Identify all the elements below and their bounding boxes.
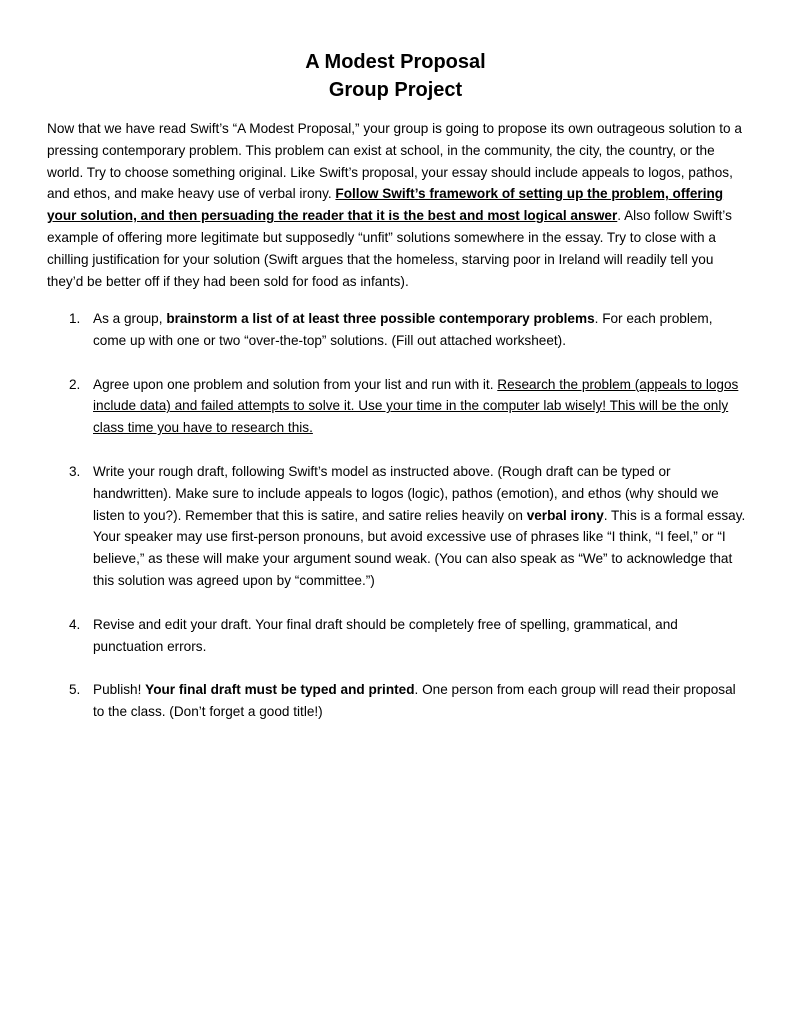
step-text-continued: . For each problem, come up with one or two “over-the-top” solutions. (Fill out attached worksheet). (93, 311, 713, 348)
steps-list (47, 308, 747, 745)
step-emphasis: Your final draft must be typed and printed (145, 682, 415, 698)
step-number: 2. (69, 376, 81, 392)
step-text: As a group, (93, 311, 167, 326)
step-text-continued: . This is a formal essay. Your speaker may use first-person pronouns, but avoid excessive use of phrases like “I think, “I feel,” or “I believe,” as these will make your argument sound weak. (You can also speak as “We” to acknowledge that this solution was agreed upon by “committee.”) (93, 507, 746, 588)
intro-text-1: Now that we have read Swift’s “A Modest Proposal,” your group is going to propose its own outrageous solution to a pressing contemporary problem. This problem can exist at school, in the community, the city, the country, or the world. Try to choose something original. Like Swift’s proposal, your essay should include appeals to logos, pathos, and ethos, and make heavy use of verbal irony. (47, 121, 742, 202)
step-emphasis: verbal irony (526, 507, 604, 523)
step-number: 1. (69, 311, 81, 326)
step-text: Write your rough draft, following Swift’s model as instructed above. (Rough draft can be typed or handwritten). Make sure to include appeals to logos (logic), pathos (emotion), and ethos (why should we listen to you?). Remember that this is satire, and satire relies heavily on (93, 463, 719, 523)
step-text: Agree upon one problem and solution from your list and run with it. (93, 376, 498, 392)
step-text: Publish! (93, 682, 146, 698)
intro-text-2: . Also follow Swift’s example of offering more legitimate but supposedly “unfit” solutions somewhere in the essay. Try to close with a chilling justification for your solution (Swift argues that the homeless, starving poor in Ireland will readily tell you they’d be better off if they had been sold for food as infants). (47, 208, 732, 289)
intro-paragraph (47, 118, 747, 292)
list-item-step-5 (47, 679, 747, 723)
intro-emphasis: Follow Swift’s framework of setting up the problem, offering your solution, and then persuading the reader that it is the best and most logical answer (47, 186, 724, 224)
title-line-1: A Modest Proposal (305, 51, 486, 73)
step-number: 5. (69, 682, 81, 698)
step-underlined: Research the problem (appeals to logos include data) and failed attempts to solve it. Use your time in the computer lab wisely! This will be the only class time you have to research this. (93, 376, 739, 436)
title-line-2: Group Project (328, 79, 463, 101)
list-item-step-4 (47, 614, 747, 658)
step-text-continued: . One person from each group will read their proposal to the class. (Don’t forget a good title!) (93, 682, 736, 720)
step-emphasis: brainstorm a list of at least three possible contemporary problems (166, 311, 595, 326)
list-item-step-3 (47, 461, 747, 592)
list-item-step-2 (47, 374, 747, 439)
step-number: 4. (69, 616, 81, 632)
step-number: 3. (69, 463, 81, 479)
step-text: Revise and edit your draft. Your final draft should be completely free of spelling, grammatical, and punctuation errors. (93, 616, 678, 654)
document-title (0, 48, 791, 104)
list-item-step-1 (47, 308, 747, 352)
